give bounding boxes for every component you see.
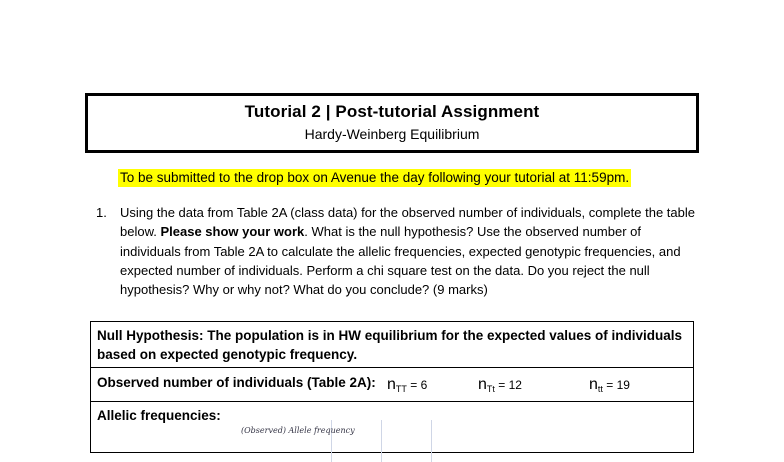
question-text-part1: Using the data from Table 2A (class data) for the observed number of individuals, complete the table below. [120,205,695,240]
question-text [120,203,696,299]
question-1 [96,203,696,299]
grid-line [381,420,382,462]
allelic-label: Allelic frequencies: [97,408,221,423]
count-TT: $n_{TT} = 6$ [387,376,428,394]
question-text-part2: . What is the null hypothesis? Use the observed number of individuals from Table 2A to calculate the allelic frequencies, expected genotypic frequencies, and expected number of individuals. Perform a chi square test on the data. Do you reject the null hypothesis? Why or why not? What do you conclude? (9 marks) [120,224,681,298]
document-subtitle: Hardy-Weinberg Equilibrium [304,126,480,142]
observed-label: Observed number of individuals (Table 2A): [97,375,376,390]
null-hypothesis-row [91,322,693,368]
count-Tt: $n_{Tt} = 12$ [478,376,522,394]
submission-notice: To be submitted to the drop box on Avenue the day following your tutorial at 11:59pm. [120,170,630,185]
handwritten-note: (Observed) Allele frequency [241,426,355,435]
document-title: Tutorial 2 | Post-tutorial Assignment [244,102,540,121]
null-hypothesis-text: Null Hypothesis: The population is in HW equilibrium for the expected values of individuals based on expected genotypic frequency. [97,328,683,362]
title-box [85,93,699,153]
observed-row [91,368,693,402]
allelic-row [91,402,693,462]
question-text-bold: Please show your work [160,224,305,240]
grid-line [431,420,432,462]
question-number: 1. [96,205,107,220]
count-tt: $n_{tt} = 19$ [589,376,630,394]
answer-table [90,321,694,453]
